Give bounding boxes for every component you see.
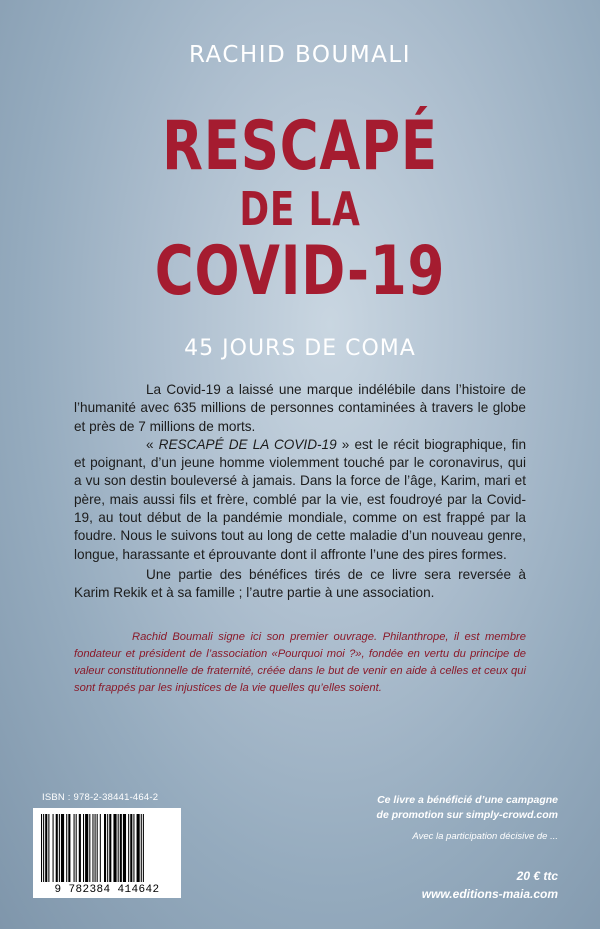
barcode-bar bbox=[85, 814, 88, 882]
barcode-bar bbox=[130, 814, 132, 882]
summary-paragraph-2 bbox=[74, 436, 526, 564]
barcode-bar bbox=[43, 814, 44, 882]
barcode-bar bbox=[89, 814, 90, 882]
barcode-bar bbox=[141, 814, 142, 882]
author-bio bbox=[74, 629, 526, 697]
barcode-bar bbox=[61, 814, 64, 882]
barcode-bar bbox=[143, 814, 144, 882]
barcode-bar bbox=[95, 814, 96, 882]
book-subtitle: 45 JOURS DE COMA bbox=[184, 336, 416, 361]
barcode-bar bbox=[76, 814, 77, 882]
barcode-bars bbox=[41, 814, 173, 882]
barcode-number: 9 782384 414642 bbox=[54, 884, 160, 896]
price: 20 € ttc bbox=[516, 869, 558, 883]
barcode-bar bbox=[66, 814, 67, 882]
barcode-bar bbox=[53, 814, 54, 882]
publisher-info bbox=[298, 793, 558, 901]
book-title bbox=[66, 107, 534, 311]
barcode-bar bbox=[92, 814, 93, 882]
barcode-bar bbox=[109, 814, 111, 882]
publisher-website: www.editions-maia.com bbox=[421, 887, 558, 901]
barcode-bar bbox=[97, 814, 98, 882]
barcode-bar bbox=[113, 814, 116, 882]
barcode-bar bbox=[120, 814, 122, 882]
barcode-bar bbox=[118, 814, 119, 882]
quote-open: « bbox=[146, 436, 159, 452]
author-bio-text: Rachid Boumali signe ici son premier ouvrage. Philanthrope, il est membre fondateur et président de l’association «Pourquoi moi ?», fondée en vertu du principe de valeur constitutionnelle de fraternité, créée dans le but de venir en aide à celles et ceux qui sont frappés par les injustices de la vie quelles qu’elles soient. bbox=[74, 631, 526, 694]
barcode-bar bbox=[41, 814, 42, 882]
summary-paragraph-3: Une partie des bénéfices tirés de ce livre sera reversée à Karim Rekik et à sa famille ; l’autre partie à une association. bbox=[74, 566, 526, 601]
isbn-label: ISBN : 978-2-38441-464-2 bbox=[42, 792, 159, 803]
promo-line-2: de promotion sur simply-crowd.com bbox=[376, 809, 558, 821]
summary-paragraph-1: La Covid-19 a laissé une marque indélébile dans l’histoire de l’humanité avec 635 millions de personnes contaminées à travers le globe et près de 7 millions de morts. bbox=[74, 382, 526, 434]
barcode-bar bbox=[128, 814, 129, 882]
barcode-bar bbox=[107, 814, 108, 882]
barcode-bar bbox=[45, 814, 47, 882]
back-cover-summary bbox=[74, 381, 526, 603]
barcode-bar bbox=[74, 814, 75, 882]
barcode-bar bbox=[100, 814, 101, 882]
title-line-3: COVID-19 bbox=[154, 232, 446, 311]
barcode-bar bbox=[79, 814, 81, 882]
partner-text: Avec la participation décisive de ... bbox=[412, 831, 558, 842]
promo-line-1: Ce livre a bénéficié d’une campagne bbox=[377, 794, 558, 806]
title-line-2: DE LA bbox=[239, 182, 361, 236]
barcode-bar bbox=[83, 814, 84, 882]
barcode-bar bbox=[68, 814, 70, 882]
barcode-bar bbox=[123, 814, 126, 882]
summary-book-title: RESCAPÉ DE LA COVID-19 bbox=[158, 436, 337, 452]
barcode-bar bbox=[59, 814, 60, 882]
barcode-bar bbox=[48, 814, 49, 882]
barcode bbox=[33, 808, 181, 898]
barcode-bar bbox=[133, 814, 134, 882]
summary-paragraph-2-text: » est le récit biographique, fin et poignant, d’un jeune homme violemment touché par le coronavirus, qui a vu son destin bouleversé à jamais. Dans la force de l’âge, Karim, mari et père, mais aussi fils et frère, comblé par la vie, est foudroyé par la Covid-19, au tout début de la pandémie mondiale, comme on est frappé par la foudre. Nous le suivons tout au long de cette maladie d’un nouveau genre, longue, harassante et éprouvante dont il affronte l’une des pires formes. bbox=[74, 436, 526, 562]
title-line-1: RESCAPÉ bbox=[162, 107, 438, 186]
barcode-bar bbox=[56, 814, 58, 882]
promo-text bbox=[298, 793, 558, 823]
barcode-bar bbox=[104, 814, 106, 882]
barcode-bar bbox=[137, 814, 140, 882]
author-name: RACHID BOUMALI bbox=[188, 42, 412, 68]
